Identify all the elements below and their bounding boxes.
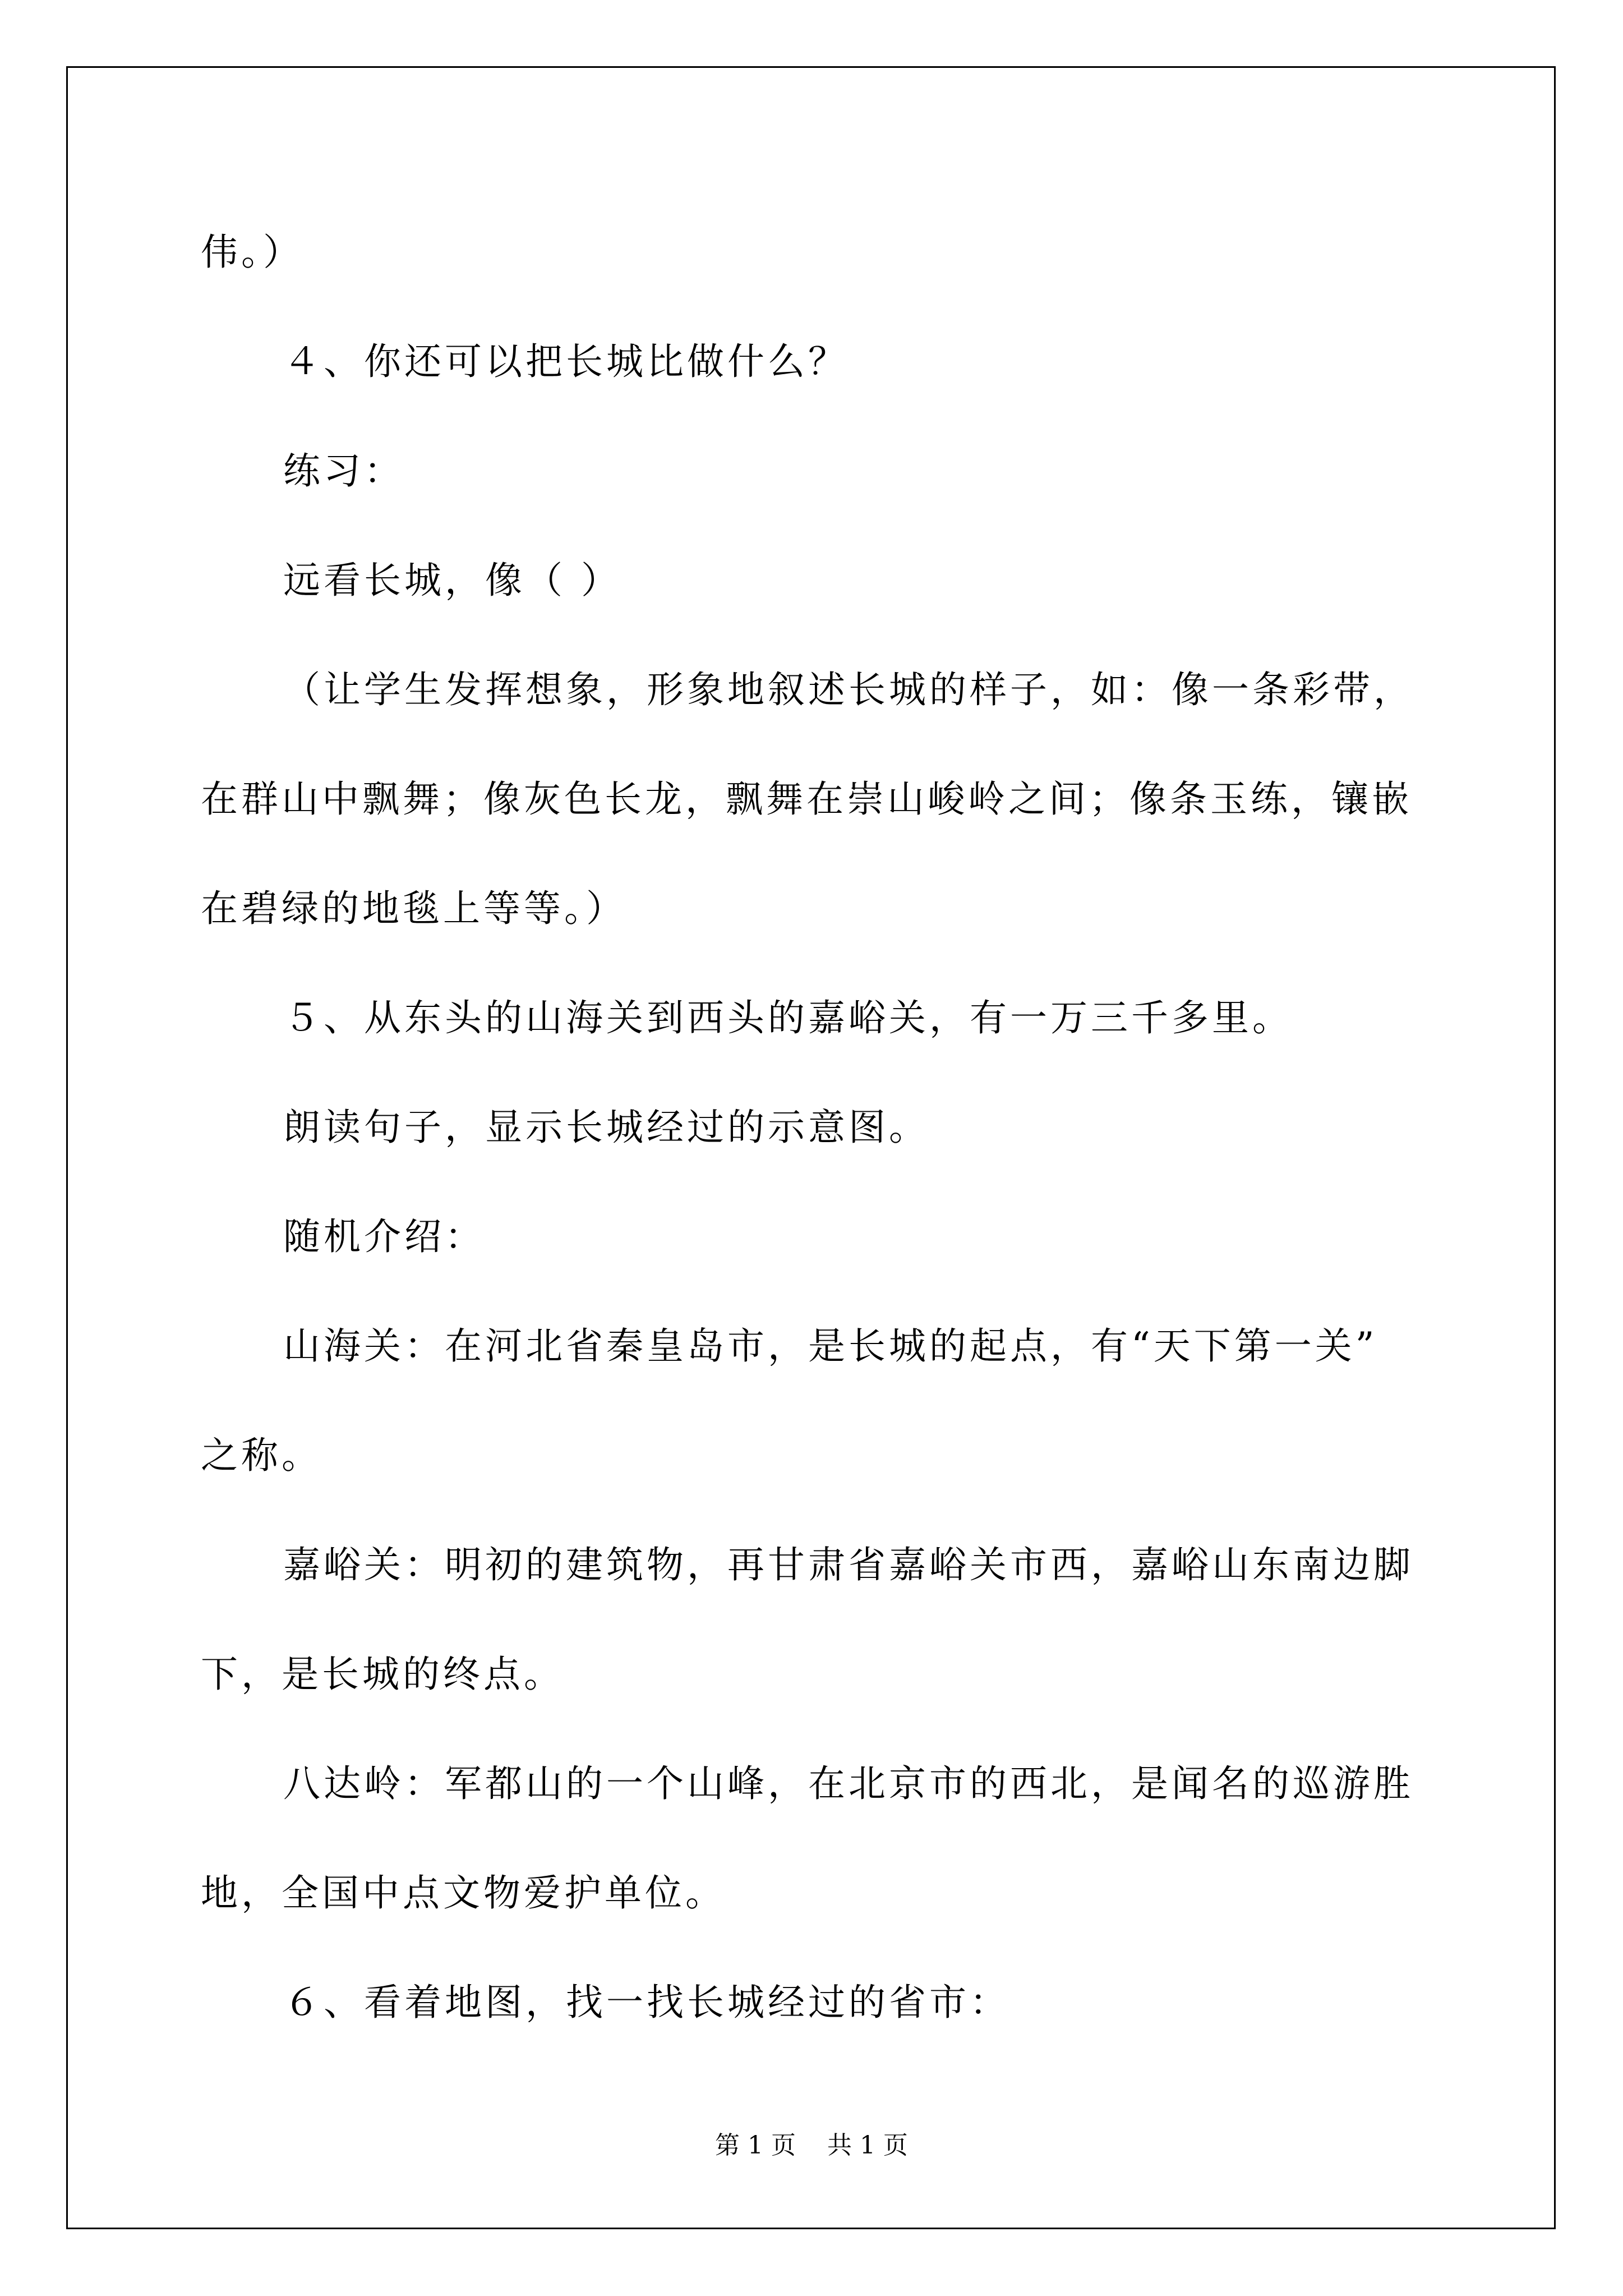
text-line: 练习：	[283, 449, 404, 493]
text-line: 八达岭：军都山的一个山峰，在北京市的西北，是闻名的巡游胜	[283, 1762, 1414, 1805]
text-line: 嘉峪关：明初的建筑物，再甘肃省嘉峪关市西，嘉峪山东南边脚	[283, 1543, 1414, 1586]
text-line: 随机介绍：	[283, 1215, 485, 1258]
text-line: ４、你还可以把长城比做什么？	[283, 340, 849, 383]
page-footer: 第 1 页 共 1 页	[715, 2131, 908, 2160]
text-line: 地，全国中点文物爱护单位。	[201, 1871, 726, 1915]
text-line: 在碧绿的地毯上等等。）	[201, 887, 626, 930]
text-line: 之称。	[201, 1434, 322, 1477]
text-line: 在群山中飘舞；像灰色长龙，飘舞在崇山峻岭之间；像条玉练，镶嵌	[201, 777, 1412, 821]
text-line: 朗读句子，显示长城经过的示意图。	[283, 1106, 929, 1149]
text-line: 远看长城，像（ ）	[283, 559, 621, 602]
text-line: 山海关：在河北省秦皇岛市，是长城的起点，有“天下第一关”	[283, 1324, 1378, 1368]
text-line: 下，是长城的终点。	[201, 1653, 564, 1696]
text-line: ５、从东头的山海关到西头的嘉峪关，有一万三千多里。	[283, 996, 1293, 1039]
text-line: （让学生发挥想象，形象地叙述长城的样子，如：像一条彩带，	[283, 668, 1414, 711]
text-line: ６、看着地图，找一找长城经过的省市：	[283, 1981, 1010, 2024]
text-line: 伟。）	[201, 231, 303, 274]
